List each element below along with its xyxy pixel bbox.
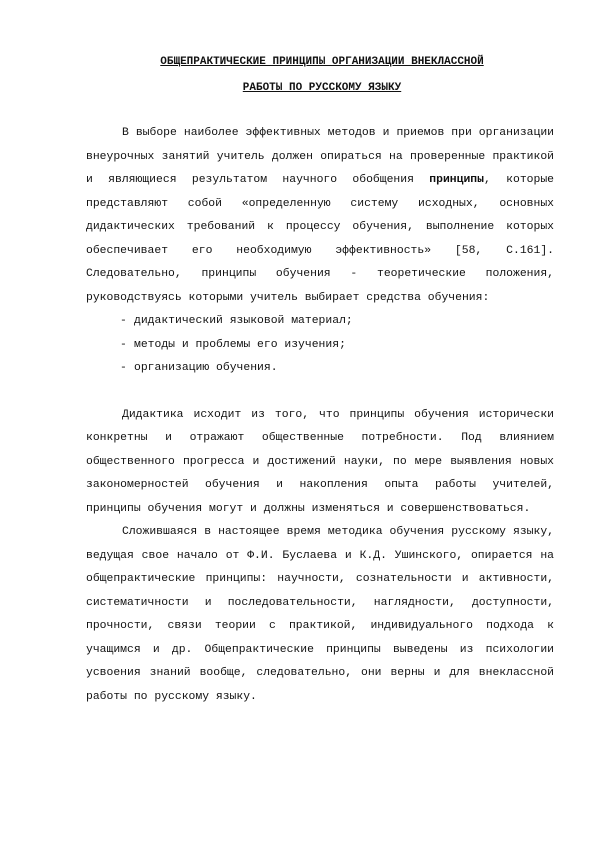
list-item-text: организацию обучения.	[134, 362, 278, 374]
title-line-2: РАБОТЫ ПО РУССКОМУ ЯЗЫКУ	[242, 82, 402, 94]
list-item	[120, 357, 554, 381]
list-dash: -	[120, 338, 127, 351]
list-dash: -	[120, 315, 127, 327]
paragraph-1-end: , которые представляют собой «определенную систему исходных, основных дидактических требований к процессу обучения, выполнение которых обеспечивает его необходимую эффективность» [58, С.161]. Следовательно, принципы обучения - теоретические положения, руководствуясь которыми учитель выбирает средства обучения:	[86, 174, 554, 304]
document-body	[86, 122, 554, 709]
paragraph-2: Дидактика исходит из того, что принципы обучения исторически конкретны и отражают общественные потребности. Под влиянием общественного прогресса и достижений науки, по мере выявления новых закономерностей обучения и накопления опыта работы учителей, принципы обучения могут и должны изменяться и совершенствоваться.	[86, 408, 554, 515]
means-list	[86, 310, 554, 381]
title-line-1: ОБЩЕПРАКТИЧЕСКИЕ ПРИНЦИПЫ ОРГАНИЗАЦИИ ВНЕКЛАССНОЙ	[160, 56, 484, 68]
paragraph-1-start: В выборе наиболее эффективных методов и приемов при организации внеурочных занятий учитель должен опираться на проверенные практикой и являющиеся результатом научного обобщения	[86, 127, 554, 186]
paragraph-1	[86, 122, 554, 310]
list-item-text: методы и проблемы его изучения;	[134, 338, 346, 351]
paragraph-1-emphasis: принципы	[429, 174, 484, 186]
paragraph-gap	[86, 381, 554, 404]
list-dash: -	[120, 362, 127, 374]
paragraph-3: Сложившаяся в настоящее время методика обучения русскому языку, ведущая свое начало от Ф.И. Буслаева и К.Д. Ушинского, опирается на общепрактические принципы: научности, сознательности и активности, систематичности и последовательности, наглядности, доступности, прочности, связи теории с практикой, индивидуального подхода к учащимся и др. Общепрактические принципы выведены из психологии усвоения знаний вообще, следовательно, они верны и для внеклассной работы по русскому языку.	[86, 526, 554, 703]
list-item	[120, 310, 554, 334]
list-item-text: дидактический языковой материал;	[134, 315, 353, 327]
list-item	[120, 334, 554, 358]
